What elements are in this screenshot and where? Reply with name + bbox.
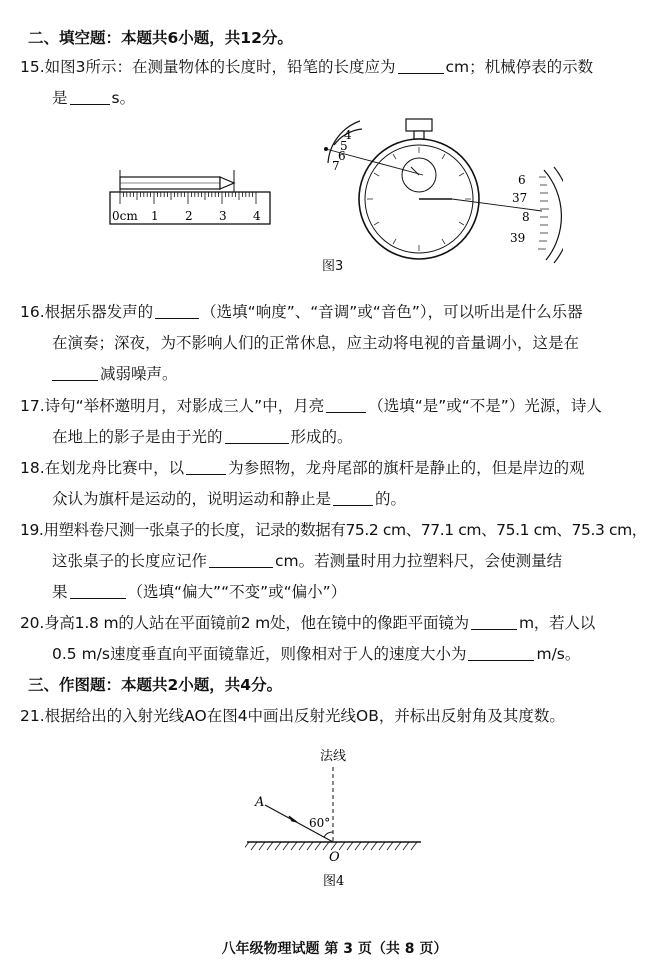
question-text: m/s。 (536, 645, 581, 663)
question-text: 的。 (375, 490, 407, 508)
question-number: 16. (20, 303, 45, 321)
stopwatch-min-label: 5 (340, 139, 348, 153)
question-text: 减弱噪声。 (100, 365, 178, 383)
question-text: 用塑料卷尺测一张桌子的长度，记录的数据有75.2 cm、77.1 cm、75.1 cm、75.3 cm， (43, 521, 647, 539)
question-16-line3 (52, 363, 178, 385)
question-text: 这张桌子的长度应记作 (52, 552, 208, 570)
answer-blank[interactable] (209, 551, 273, 568)
stopwatch-sec-label: 6 (518, 173, 526, 187)
ruler-pencil-diagram (108, 160, 278, 230)
question-text: 身高1.8 m的人站在平面镜前2 m处，他在镜中的像距平面镜为 (44, 614, 469, 632)
question-18 (20, 457, 585, 479)
question-number: 18. (20, 459, 45, 477)
question-number: 15. (20, 58, 45, 76)
figure-caption: 图3 (322, 259, 344, 274)
stopwatch-diagram (318, 115, 563, 265)
question-text: 在地上的影子是由于光的 (52, 428, 223, 446)
ruler-tick-label: 0cm (112, 209, 138, 223)
answer-blank[interactable] (70, 88, 110, 105)
figure-reflection (245, 745, 425, 890)
question-text: 是 (52, 89, 68, 107)
question-text: （选填“是”或“不是”）光源，诗人 (368, 397, 602, 415)
question-text: 诗句“举杯邀明月，对影成三人”中，月亮 (44, 397, 325, 415)
point-o-label: O (329, 850, 340, 865)
question-text: 在划龙舟比赛中，以 (44, 459, 185, 477)
answer-blank[interactable] (468, 644, 534, 661)
answer-blank[interactable] (333, 489, 373, 506)
question-19-line2 (52, 550, 562, 572)
angle-label: 60° (309, 816, 331, 830)
question-text: m，若人以 (518, 614, 596, 632)
normal-label: 法线 (320, 749, 347, 764)
section-heading: 二、填空题：本题共6小题，共12分。 (28, 29, 293, 47)
question-text: 如图3所示：在测量物体的长度时，铅笔的长度应为 (44, 58, 396, 76)
question-20 (20, 612, 595, 634)
question-17 (20, 395, 602, 417)
question-text: 形成的。 (290, 428, 353, 446)
question-text: s。 (111, 89, 136, 107)
question-number: 20. (20, 614, 45, 632)
question-21 (20, 705, 565, 727)
answer-blank[interactable] (225, 427, 289, 444)
question-text: cm；机械停表的示数 (445, 58, 594, 76)
answer-blank[interactable] (155, 302, 199, 319)
question-16-line2: 在演奏；深夜，为不影响人们的正常休息，应主动将电视的音量调小，这是在 (52, 334, 580, 352)
point-a-label: A (255, 795, 265, 810)
stopwatch-min-label: 6 (338, 149, 346, 163)
figure-caption: 图4 (323, 874, 345, 889)
ruler-tick-label: 1 (151, 209, 159, 223)
answer-blank[interactable] (52, 364, 98, 381)
figure-stopwatch (318, 115, 563, 265)
answer-blank[interactable] (70, 582, 126, 599)
question-20-line2 (52, 643, 580, 665)
question-text: cm。若测量时用力拉塑料尺，会使测量结 (275, 552, 563, 570)
question-text: 果 (52, 583, 68, 601)
question-text: 0.5 m/s速度垂直向平面镜靠近，则像相对于人的速度大小为 (52, 645, 467, 663)
question-number: 17. (20, 397, 45, 415)
question-19-line3 (52, 581, 346, 603)
stopwatch-min-label: 7 (332, 159, 340, 173)
ruler-tick-label: 4 (253, 209, 261, 223)
section-heading: 三、作图题：本题共2小题，共4分。 (28, 676, 283, 694)
ruler-tick-label: 3 (219, 209, 227, 223)
answer-blank[interactable] (471, 613, 517, 630)
answer-blank[interactable] (398, 57, 444, 74)
figure-ruler (108, 160, 278, 230)
angle-arc (324, 832, 333, 837)
question-19 (20, 519, 647, 541)
stopwatch-min-label: 4 (344, 128, 352, 142)
question-16 (20, 301, 583, 323)
question-text: （选填“响度”、“音调”或“音色”），可以听出是什么乐器 (201, 303, 583, 321)
question-17-line2 (52, 426, 353, 448)
reflection-diagram[interactable] (245, 745, 425, 890)
page-footer: 八年级物理试题 第 3 页（共 8 页） (221, 941, 448, 957)
stopwatch-sec-label: 39 (510, 231, 526, 245)
question-number: 21. (20, 707, 45, 725)
ruler-tick-label: 2 (185, 209, 193, 223)
question-text: 根据给出的入射光线AO在图4中画出反射光线OB，并标出反射角及其度数。 (44, 707, 565, 725)
question-number: 19. (20, 521, 44, 539)
answer-blank[interactable] (186, 458, 226, 475)
question-text: （选填“偏大”“不变”或“偏小”） (127, 583, 347, 601)
answer-blank[interactable] (326, 396, 366, 413)
mirror-hatching (245, 842, 417, 850)
question-15-line2 (52, 87, 135, 109)
question-text: 为参照物，龙舟尾部的旗杆是静止的，但是岸边的观 (228, 459, 585, 477)
question-18-line2 (52, 488, 406, 510)
question-text: 众认为旗杆是运动的，说明运动和静止是 (52, 490, 332, 508)
question-15 (20, 56, 593, 78)
stopwatch-sec-label: 8 (522, 210, 530, 224)
question-text: 根据乐器发声的 (44, 303, 154, 321)
stopwatch-sec-label: 37 (512, 191, 528, 205)
